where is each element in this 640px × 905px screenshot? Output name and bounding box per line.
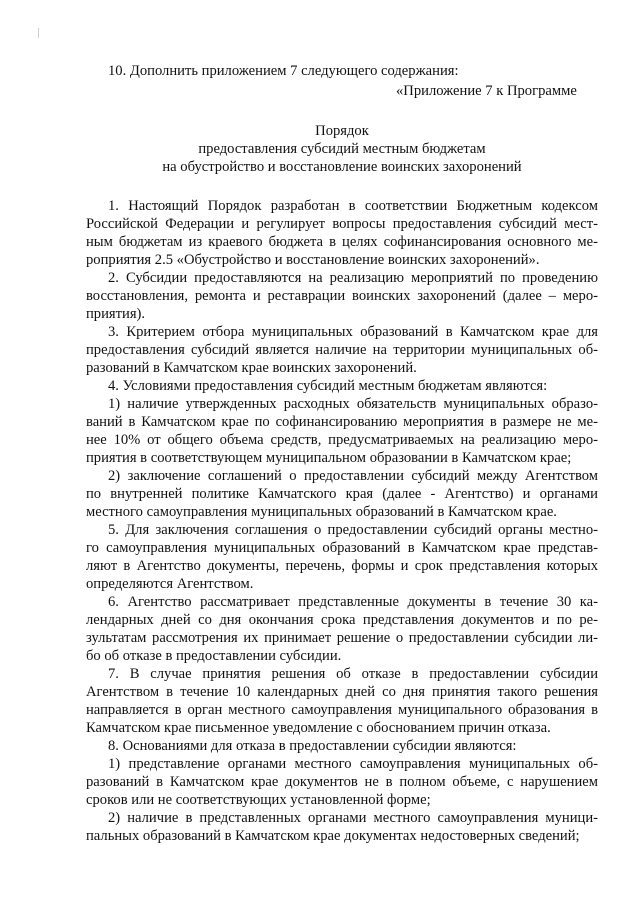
body-line: бо об отказе в предоставлении субсидии. — [86, 648, 342, 664]
body-line: 4. Условиями предоставления субсидий местным бюджетам являются: — [108, 378, 548, 394]
body-line: 2) наличие в представленных органами местного самоуправления муници- — [108, 810, 598, 826]
body-line: 1) наличие утвержденных расходных обязательств муниципальных образо- — [108, 396, 598, 412]
body-line: 1. Настоящий Порядок разработан в соответствии Бюджетным кодексом — [108, 198, 598, 214]
body-line: 7. В случае принятия решения об отказе в предоставлении субсидии — [108, 666, 598, 682]
body-line: ваний в Камчатском крае по софинансированию мероприятия в размере не ме- — [86, 414, 598, 430]
body-line: нее 10% от общего объема средств, предусматриваемых на реализацию меро- — [86, 432, 598, 448]
body-line: 8. Основаниями для отказа в предоставлении субсидии являются: — [108, 738, 517, 754]
scan-mark — [38, 28, 39, 38]
title-line-2: предоставления субсидий местным бюджетам — [198, 141, 486, 157]
body-line: го самоуправления муниципальных образований в Камчатском крае представ- — [86, 540, 598, 556]
body-line: приятия в соответствующем муниципальном образовании в Камчатском крае; — [86, 450, 572, 466]
body-line: 2) заключение соглашений о предоставлении субсидий между Агентством — [108, 468, 598, 484]
body-line: местного самоуправления муниципальных образований в Камчатском крае. — [86, 504, 557, 520]
body-line: пальных образований в Камчатском крае документах недостоверных сведений; — [86, 828, 580, 844]
body-line: 5. Для заключения соглашения о предоставлении субсидий органы местно- — [108, 522, 598, 538]
body-line: предоставления субсидий является наличие на территории муниципальных об- — [86, 342, 598, 358]
body-line: Агентством в течение 10 календарных дней со дня принятия такого решения — [86, 684, 598, 700]
body-line: 1) представление органами местного самоуправления муниципальных об- — [108, 756, 598, 772]
body-line: приятия). — [86, 306, 146, 322]
body-line: ляют в Агентство документы, перечень, формы и срок представления которых — [86, 558, 598, 574]
body-line: 6. Агентство рассматривает представленные документы в течение 30 ка- — [108, 594, 598, 610]
body-line: Камчатском крае письменное уведомление с обоснованием причин отказа. — [86, 720, 551, 736]
body-line: по внутренней политике Камчатского края (далее - Агентство) и органами — [86, 486, 598, 502]
body-line: разований в Камчатском крае документов не в полном объеме, с нарушением — [86, 774, 598, 790]
body-line: Российской Федерации и регулирует вопросы предоставления субсидий мест- — [86, 216, 598, 232]
appendix-reference: «Приложение 7 к Программе — [396, 83, 577, 99]
body-line: 2. Субсидии предоставляются на реализацию мероприятий по проведению — [108, 270, 598, 286]
title-line-3: на обустройство и восстановление воинских захоронений — [162, 159, 522, 175]
body-line: определяются Агентством. — [86, 576, 254, 592]
body-line: ным бюджетам из краевого бюджета в целях софинансирования основного ме- — [86, 234, 598, 250]
title-line-1: Порядок — [315, 123, 369, 139]
item-10-line: 10. Дополнить приложением 7 следующего содержания: — [108, 63, 459, 79]
body-line: восстановления, ремонта и реставрации воинских захоронений (далее – меро- — [86, 288, 598, 304]
body-line: 3. Критерием отбора муниципальных образований в Камчатском крае для — [108, 324, 598, 340]
body-line: роприятия 2.5 «Обустройство и восстановление воинских захоронений». — [86, 252, 540, 268]
body-line: направляется в орган местного самоуправления муниципального образования в — [86, 702, 598, 718]
body-line: сроков или не соответствующих установленной форме; — [86, 792, 431, 808]
body-line: зультатам рассмотрения их принимает решение о предоставлении субсидии ли- — [86, 630, 598, 646]
body-line: разований в Камчатском крае воинских захоронений. — [86, 360, 417, 376]
body-line: лендарных дней со дня окончания срока представления документов и по ре- — [86, 612, 598, 628]
